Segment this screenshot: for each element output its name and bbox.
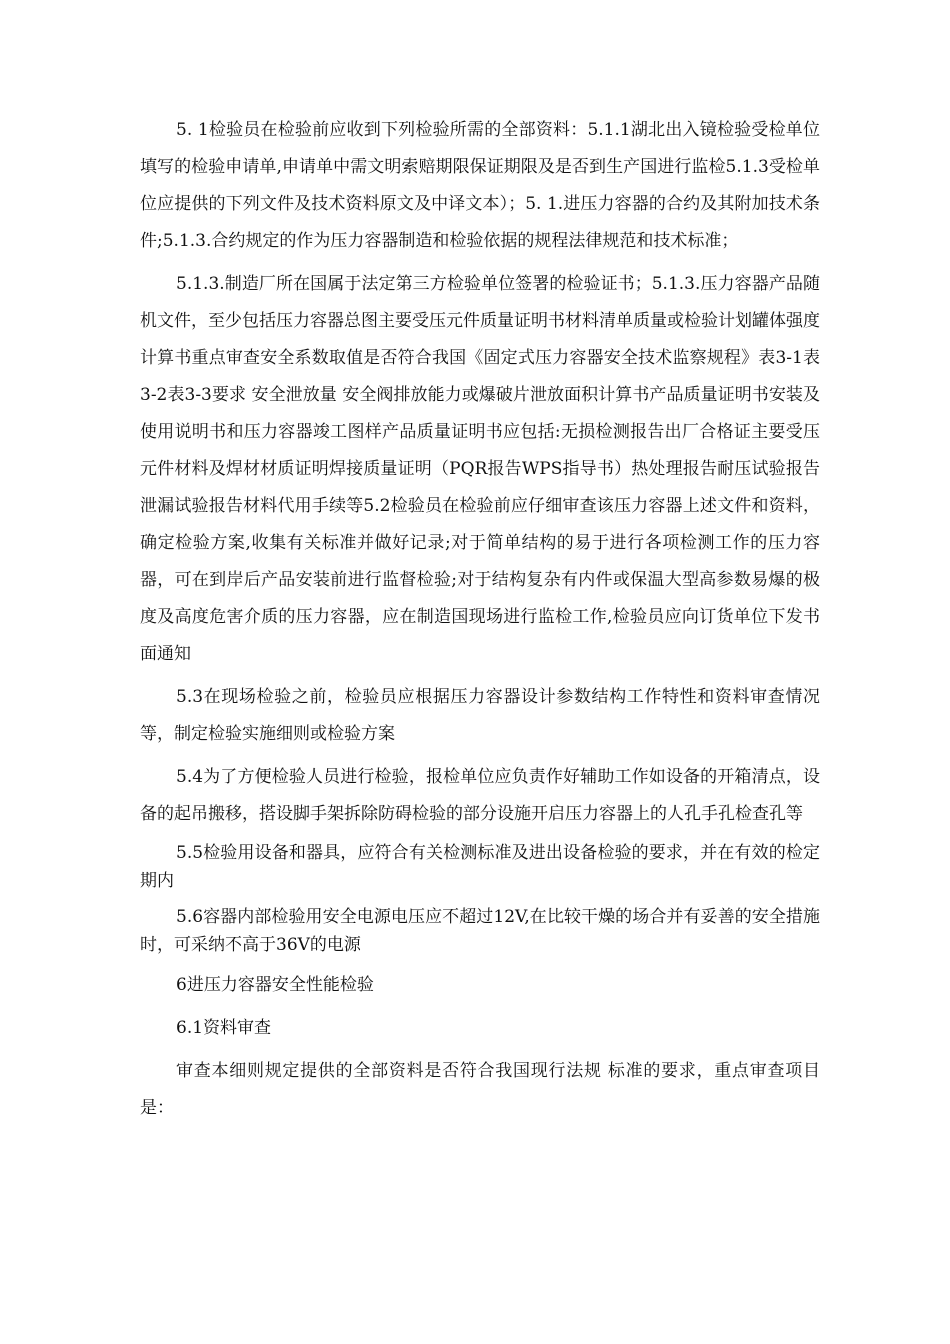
paragraph-5-6-safety-voltage: 5.6容器内部检验用安全电源电压应不超过12V,在比较干燥的场合并有妥善的安全措施时，可采纳不高于36V的电源 <box>140 907 820 955</box>
document-body <box>140 112 820 1133</box>
section-heading-6-1: 6.1资料审查 <box>176 1018 272 1038</box>
section-heading-6: 6进压力容器安全性能检验 <box>176 975 374 995</box>
paragraph-6-1-review-items: 审查本细则规定提供的全部资料是否符合我国现行法规 标准的要求，重点审查项目是： <box>140 1061 820 1118</box>
paragraph-5-4-auxiliary-work: 5.4为了方便检验人员进行检验，报检单位应负责作好辅助工作如设备的开箱清点，设备的起吊搬移，搭设脚手架拆除防碍检验的部分设施开启压力容器上的人孔手孔检查孔等 <box>140 767 820 824</box>
paragraph-5-1-required-materials: 5. 1检验员在检验前应收到下列检验所需的全部资料：5.1.1湖北出入镜检验受检单位填写的检验申请单,申请单中需文明索赔期限保证期限及是否到生产国进行监检5.1.3受检单位应提供的下列文件及技术资料原文及中译文本）；5. 1.进压力容器的合约及其附加技术条件;5.1.3.合约规定的作为压力容器制造和检验依据的规程法律规范和技术标准； <box>140 120 820 251</box>
paragraph-5-3-onsite-plan: 5.3在现场检验之前，检验员应根据压力容器设计参数结构工作特性和资料审查情况等，制定检验实施细则或检验方案 <box>140 687 820 744</box>
paragraph-5-1-3-certificates-and-5-2: 5.1.3.制造厂所在国属于法定第三方检验单位签署的检验证书；5.1.3.压力容器产品随机文件，至少包括压力容器总图主要受压元件质量证明书材料清单质量或检验计划罐体强度计算书重点审查安全系数取值是否符合我国《固定式压力容器安全技术监察规程》表3-1表3-2表3-3要求 安全泄放量 安全阀排放能力或爆破片泄放面积计算书产品质量证明书安装及使用说明书和压力容器竣工图样产品质量证明书应包括:无损检测报告出厂合格证主要受压元件材料及焊材材质证明焊接质量证明（PQR报告WPS指导书）热处理报告耐压试验报告泄漏试验报告材料代用手续等5.2检验员在检验前应仔细审查该压力容器上述文件和资料，确定检验方案,收集有关标准并做好记录;对于简单结构的易于进行各项检测工作的压力容器，可在到岸后产品安装前进行监督检验;对于结构复杂有内件或保温大型高参数易爆的极度及高度危害介质的压力容器，应在制造国现场进行监检工作,检验员应向订货单位下发书面通知 <box>140 274 820 664</box>
paragraph-5-5-equipment: 5.5检验用设备和器具，应符合有关检测标准及进出设备检验的要求，并在有效的检定期内 <box>140 843 820 891</box>
